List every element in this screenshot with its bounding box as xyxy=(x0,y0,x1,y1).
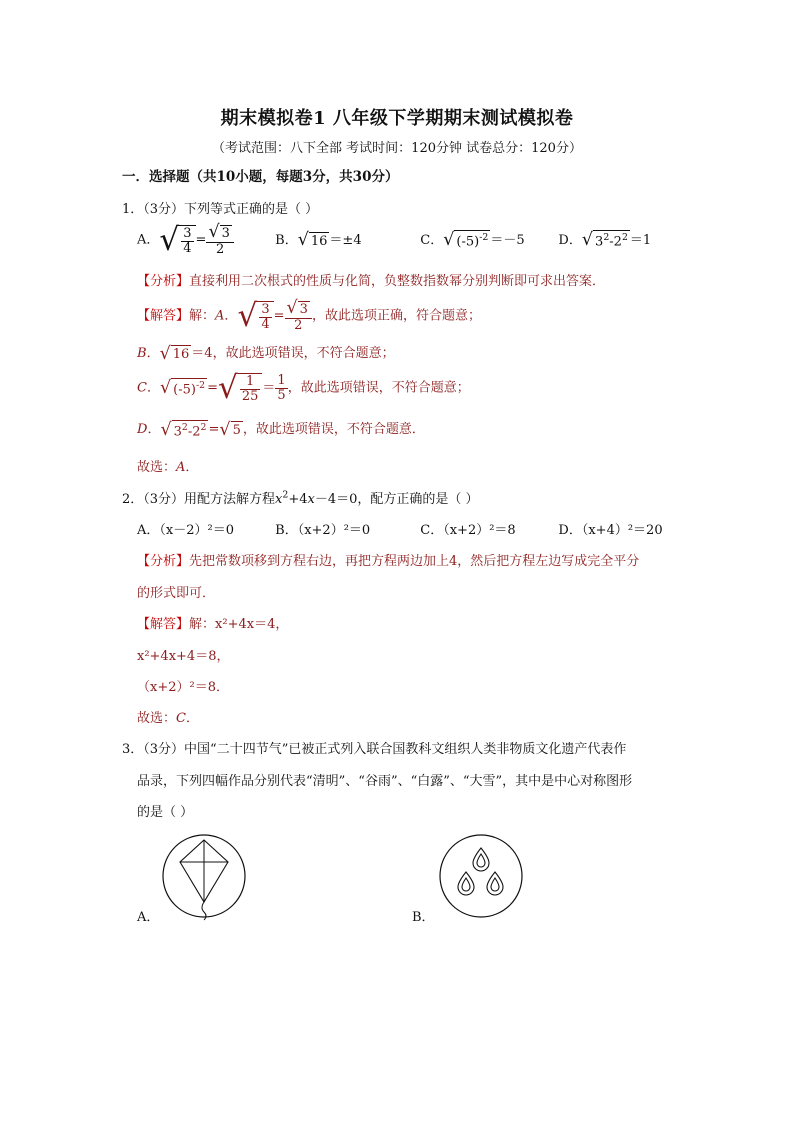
q2-option-a: A．（x－2）²＝0 xyxy=(137,523,234,538)
question-2-options xyxy=(137,519,663,538)
q1-answer-d: D．√ $3^2-2^2$ =√ 5 ，故此选项错误，不符合题意． xyxy=(137,419,425,440)
drops-figure xyxy=(437,832,527,922)
figure-b-label: B． xyxy=(412,910,435,925)
question-1-stem: 1．（3分）下列等式正确的是（ ） xyxy=(122,202,319,217)
q2-analysis: 【分析】先把常数项移到方程右边，再把方程两边加上4，然后把方程左边写成完全平分 xyxy=(137,554,640,569)
q1-choice: 故选：A． xyxy=(137,460,199,475)
kite-figure xyxy=(160,832,250,922)
q1-answer-c: C．√ $(-5)^{-2}$ =√ $\frac{1}{25}$ ＝ $\frac{1}{5}$ ，故此选项错误，不符合题意； xyxy=(137,370,470,406)
q1-answer-a: 【解答】解：A．√ $\frac{3}{4}$ = $\frac{√ 3}{2}$ ，故此选项正确，符合题意； xyxy=(137,298,481,334)
q1-option-b: B．√ 16 ＝±4 xyxy=(275,230,362,250)
q1-answer-b: B．√ 16 ＝4，故此选项错误，不符合题意； xyxy=(137,343,395,364)
question-3-stem-cont: 品录，下列四幅作品分别代表“清明”、“谷雨”、“白露”、“大雪”，其中是中心对称图形 xyxy=(137,774,633,789)
question-2-stem: 2．（3分）用配方法解方程$x^2+4x-4=0$，配方正确的是（ ） xyxy=(122,489,479,507)
q2-option-c: C．（x+2）²＝8 xyxy=(420,523,516,538)
q1-option-d: D．√ $3^2-2^2 =1$ xyxy=(558,230,652,250)
q2-analysis-cont: 的形式即可． xyxy=(137,586,216,601)
q2-step-3: （x+2）²＝8． xyxy=(137,680,229,695)
question-3-stem-end: 的是（ ） xyxy=(137,805,194,820)
page-title: 期末模拟卷1 八年级下学期期末测试模拟卷 xyxy=(220,108,574,129)
section-heading: 一．选择题（共10小题，每题3分，共30分） xyxy=(122,169,399,185)
q2-step-2: x²+4x+4＝8， xyxy=(137,649,230,664)
q1-option-a: A．√ $\frac{3}{4}$ = $\frac{√ 3}{2}$ xyxy=(137,222,271,258)
q2-option-b: B．（x+2）²＝0 xyxy=(275,523,371,538)
q1-analysis: 【分析】直接利用二次根式的性质与化简，负整数指数幂分别判断即可求出答案． xyxy=(137,274,606,289)
figure-a-label: A． xyxy=(137,910,160,925)
q2-option-d: D．（x+4）²＝20 xyxy=(558,523,663,538)
q2-answer: 【解答】解：x²+4x＝4， xyxy=(137,617,289,632)
q2-choice: 故选：C． xyxy=(137,711,199,726)
exam-info: （考试范围：八下全部 考试时间：120分钟 试卷总分：120分） xyxy=(212,141,582,156)
question-1-options xyxy=(137,222,651,258)
q1-option-c: C．√ $(-5)^{-2} =-5$ xyxy=(420,230,525,250)
question-3-stem: 3．（3分）中国“二十四节气”已被正式列入联合国教科文组织人类非物质文化遗产代表作 xyxy=(122,742,627,757)
